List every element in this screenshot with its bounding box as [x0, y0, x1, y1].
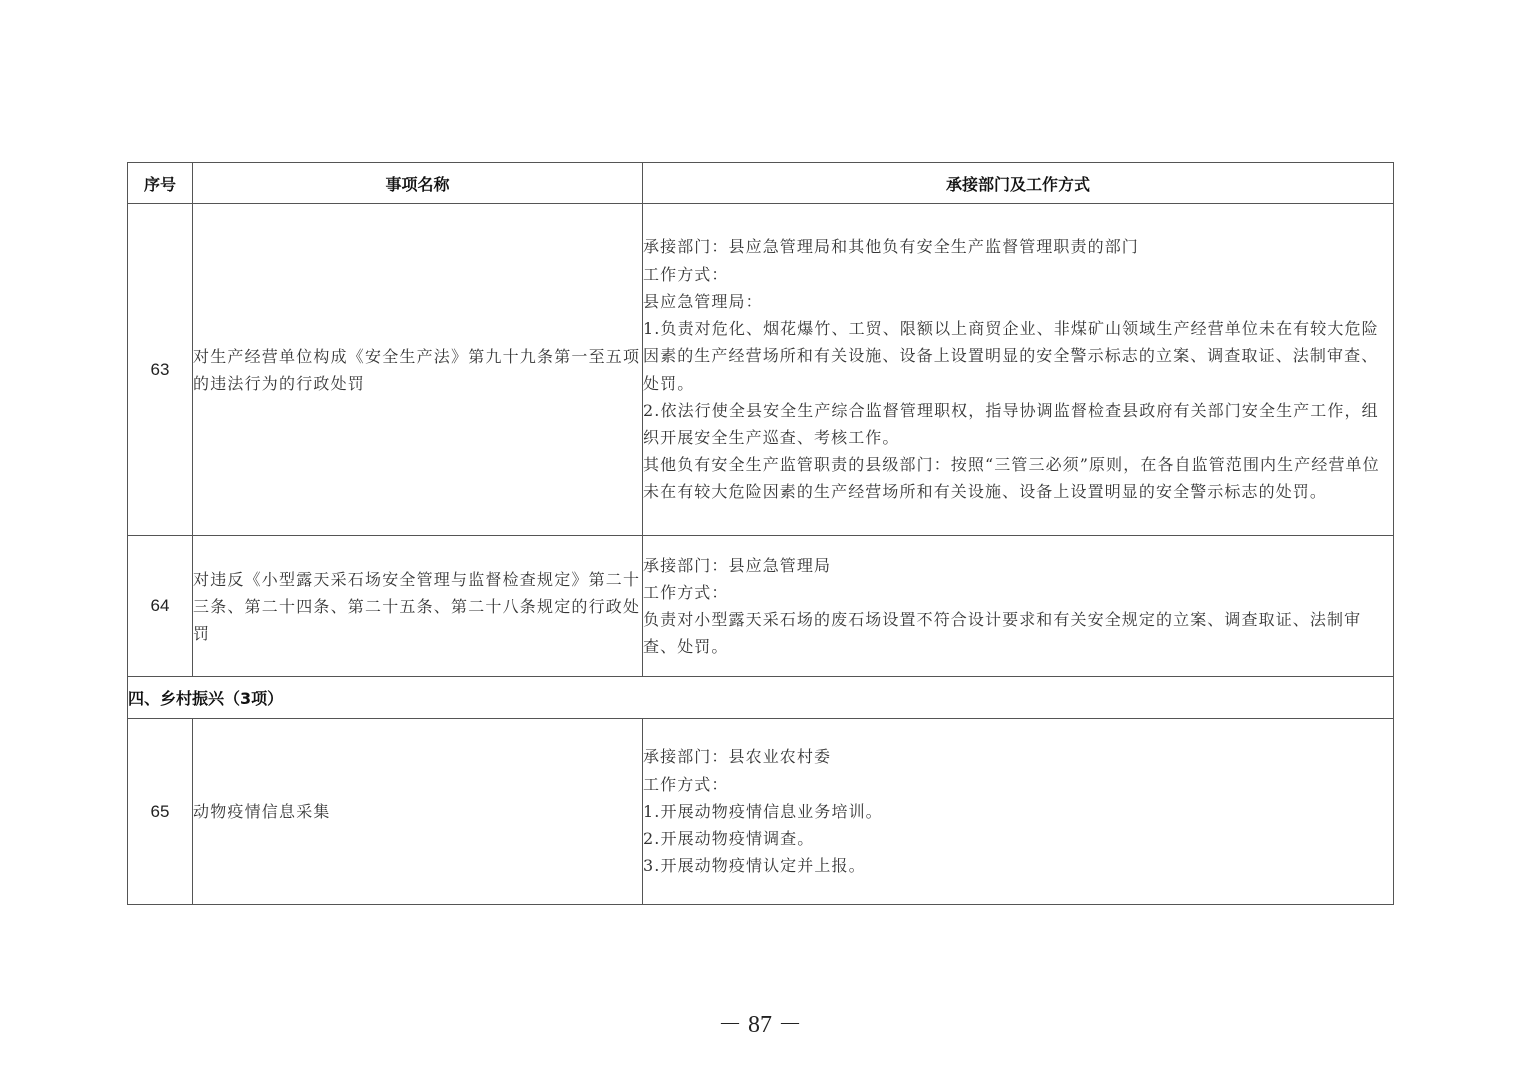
dept-line: 1.负责对危化、烟花爆竹、工贸、限额以上商贸企业、非煤矿山领域生产经营单位未在有较大危险因素的生产经营场所和有关设施、设备上设置明显的安全警示标志的立案、调查取证、法制审查、处罚。 — [643, 319, 1379, 393]
header-department-method: 承接部门及工作方式 — [643, 163, 1394, 204]
dept-line: 其他负有安全生产监管职责的县级部门：按照“三管三必须”原则，在各自监管范围内生产经营单位未在有较大危险因素的生产经营场所和有关设施、设备上设置明显的安全警示标志的处罚。 — [643, 455, 1380, 502]
dept-line: 负责对小型露天采石场的废石场设置不符合设计要求和有关安全规定的立案、调查取证、法制审查、处罚。 — [643, 610, 1362, 657]
dept-line: 工作方式： — [643, 582, 729, 602]
page-number: － 87 － — [718, 1012, 802, 1038]
row-serial-no: 63 — [128, 204, 193, 536]
table-row — [128, 536, 1394, 677]
dept-line: 承接部门：县农业农村委 — [643, 747, 832, 767]
matters-table — [127, 162, 1394, 905]
header-matter-name: 事项名称 — [193, 163, 643, 204]
row-matter-name: 动物疫情信息采集 — [193, 719, 643, 905]
header-serial-no: 序号 — [128, 163, 193, 204]
dept-line: 3.开展动物疫情认定并上报。 — [643, 856, 866, 876]
row-matter-name: 对生产经营单位构成《安全生产法》第九十九条第一至五项的违法行为的行政处罚 — [193, 204, 643, 536]
row-serial-no: 65 — [128, 719, 193, 905]
row-serial-no: 64 — [128, 536, 193, 677]
dept-line: 承接部门：县应急管理局 — [643, 555, 832, 575]
section-title: 四、乡村振兴（3项） — [128, 677, 1394, 719]
dept-line: 1.开展动物疫情信息业务培训。 — [643, 801, 883, 821]
table-row — [128, 204, 1394, 536]
row-department-method — [643, 719, 1394, 905]
dept-line: 2.开展动物疫情调查。 — [643, 829, 815, 849]
dept-line: 工作方式： — [643, 264, 729, 284]
dept-line: 县应急管理局： — [643, 291, 763, 311]
row-matter-name: 对违反《小型露天采石场安全管理与监督检查规定》第二十三条、第二十四条、第二十五条、第二十八条规定的行政处罚 — [193, 536, 643, 677]
dept-line: 2.依法行使全县安全生产综合监督管理职权，指导协调监督检查县政府有关部门安全生产工作，组织开展安全生产巡查、考核工作。 — [643, 400, 1379, 447]
dept-line: 承接部门：县应急管理局和其他负有安全生产监督管理职责的部门 — [643, 237, 1139, 257]
row-department-method — [643, 204, 1394, 536]
section-row — [128, 677, 1394, 719]
dept-line: 工作方式： — [643, 774, 729, 794]
table-header-row — [128, 163, 1394, 204]
row-department-method — [643, 536, 1394, 677]
table-row — [128, 719, 1394, 905]
